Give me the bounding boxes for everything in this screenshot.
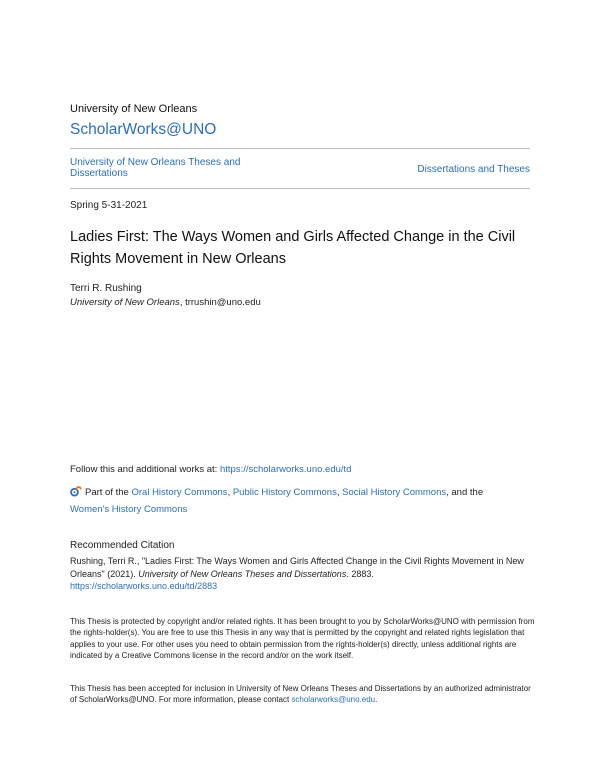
repository-link[interactable]: ScholarWorks@UNO [70,121,217,138]
citation-text: Rushing, Terri R., "Ladies First: The Ways Women and Girls Affected Change in the Civil Rights Movement in New Orleans" (2021). [70,556,524,579]
follow-url-link[interactable]: https://scholarworks.uno.edu/td [219,464,352,475]
acceptance-notice [70,683,535,706]
citation-number: . 2883. [346,568,374,579]
separator: , [336,487,343,498]
author-email: trrushin@uno.edu [185,297,261,308]
affiliation-name: University of New Orleans [70,297,180,308]
divider-bottom [70,188,530,189]
citation-series: University of New Orleans Theses and Dissertations [138,568,347,579]
follow-line [70,464,351,475]
open-access-icon [70,485,82,497]
acceptance-end: . [375,695,378,705]
citation-body [70,555,535,593]
public-history-commons-link[interactable]: Public History Commons [232,487,337,498]
separator: , [227,487,233,498]
womens-history-commons-link[interactable]: Women's History Commons [70,504,188,515]
follow-text: Follow this and additional works at: [70,464,220,475]
author-affiliation: University of New Orleans, trrushin@uno.edu [70,297,261,308]
collection-link-right[interactable]: Dissertations and Theses [417,164,530,175]
citation-url-link[interactable]: https://scholarworks.uno.edu/td/2883 [70,581,218,591]
part-of-prefix: Part of the [85,487,132,498]
publication-date: Spring 5-31-2021 [70,200,148,211]
part-of-line [70,484,540,518]
and-the-text: , and the [446,487,484,498]
contact-email-link[interactable]: scholarworks@uno.edu [291,695,376,705]
author-name: Terri R. Rushing [70,283,142,294]
oral-history-commons-link[interactable]: Oral History Commons [131,487,228,498]
document-title: Ladies First: The Ways Women and Girls Affected Change in the Civil Rights Movement in New Orleans [70,229,516,267]
divider-top [70,148,530,149]
citation-heading: Recommended Citation [70,540,175,551]
university-name: University of New Orleans [70,103,198,115]
rights-notice: This Thesis is protected by copyright and/or related rights. It has been brought to you by ScholarWorks@UNO with permission from the rights-holder(s). You are free to use this Thesis in any way that is permitted by the copyright and related rights legislation that applies to your use. For other uses you need to obtain permission from the rights-holder(s) directly, unless additional rights are indicated by a Creative Commons license in the record and/or on the work itself. [70,617,535,660]
social-history-commons-link[interactable]: Social History Commons [342,487,447,498]
collection-link-left[interactable]: University of New Orleans Theses and Dissertations [70,157,241,179]
acceptance-text: This Thesis has been accepted for inclusion in University of New Orleans Theses and Dissertations by an authorized administrator of ScholarWorks@UNO. For more information, please contact [70,684,531,705]
